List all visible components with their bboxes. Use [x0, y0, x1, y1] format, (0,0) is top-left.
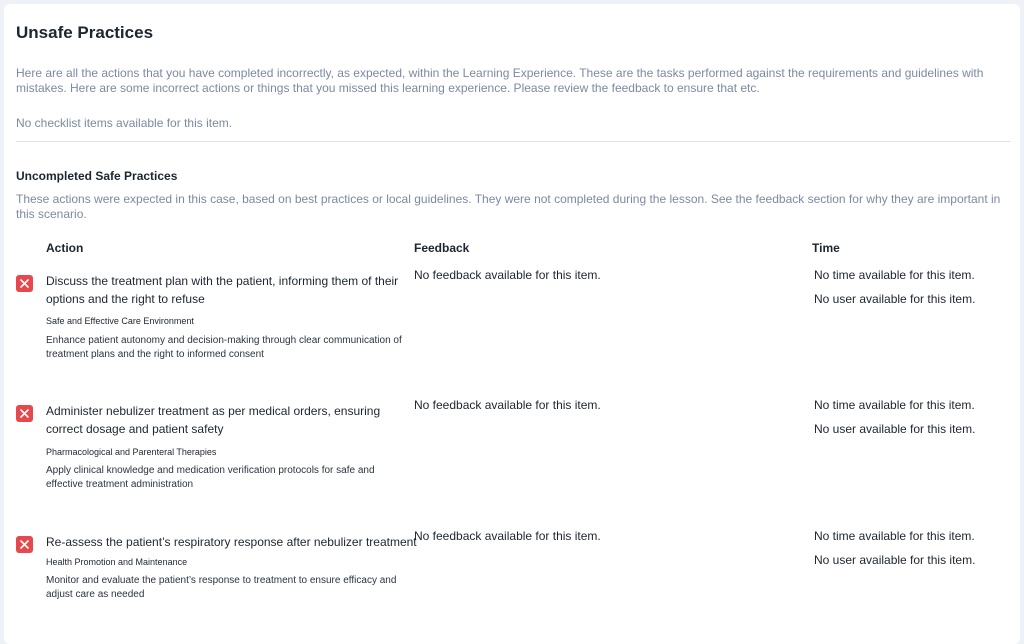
no-checklist-message: No checklist items available for this item. — [16, 116, 233, 130]
time-value: No time available for this item. — [814, 529, 975, 543]
page-title: Unsafe Practices — [16, 23, 154, 42]
table-row — [4, 397, 1020, 517]
x-icon — [16, 536, 33, 553]
intro-text: Here are all the actions that you have completed incorrectly, as expected, within the Learning Experience. These are the tasks performed against the requirements and guidelines with mistakes. Here are some incorrect actions or things that you missed this learning experience. Please review the feedback to ensure that etc. — [16, 66, 984, 95]
column-header-feedback: Feedback — [414, 241, 470, 255]
user-value: No user available for this item. — [814, 553, 976, 567]
unsafe-practices-card — [4, 4, 1020, 644]
action-title: Discuss the treatment plan with the patient, informing them of their options and the right to refuse — [46, 274, 399, 306]
time-value: No time available for this item. — [814, 268, 975, 282]
section-description: These actions were expected in this case, based on best practices or local guidelines. They were not completed during the lesson. See the feedback section for why they are important in this scenario. — [16, 192, 1001, 221]
user-value: No user available for this item. — [814, 422, 976, 436]
action-rationale: Enhance patient autonomy and decision-making through clear communication of treatment plans and the right to informed consent — [46, 335, 402, 360]
action-title: Re-assess the patient’s respiratory response after nebulizer treatment — [46, 535, 417, 549]
action-category: Pharmacological and Parenteral Therapies — [46, 447, 217, 457]
user-value: No user available for this item. — [814, 292, 976, 306]
x-icon — [16, 275, 33, 292]
action-rationale: Apply clinical knowledge and medication verification protocols for safe and effective treatment administration — [46, 465, 375, 490]
action-category: Safe and Effective Care Environment — [46, 316, 194, 326]
feedback-value: No feedback available for this item. — [414, 268, 601, 282]
column-header-action: Action — [46, 241, 84, 255]
section-title: Uncompleted Safe Practices — [16, 169, 178, 183]
action-rationale: Monitor and evaluate the patient’s response to treatment to ensure efficacy and adjust care as needed — [46, 575, 397, 600]
table-row — [4, 528, 1020, 628]
x-icon — [16, 405, 33, 422]
action-category: Health Promotion and Maintenance — [46, 557, 188, 567]
table-row — [4, 266, 1020, 386]
section-divider — [16, 141, 1011, 142]
action-title: Administer nebulizer treatment as per medical orders, ensuring correct dosage and patient safety — [46, 404, 381, 436]
feedback-value: No feedback available for this item. — [414, 529, 601, 543]
feedback-value: No feedback available for this item. — [414, 398, 601, 412]
time-value: No time available for this item. — [814, 398, 975, 412]
column-header-time: Time — [812, 241, 840, 255]
